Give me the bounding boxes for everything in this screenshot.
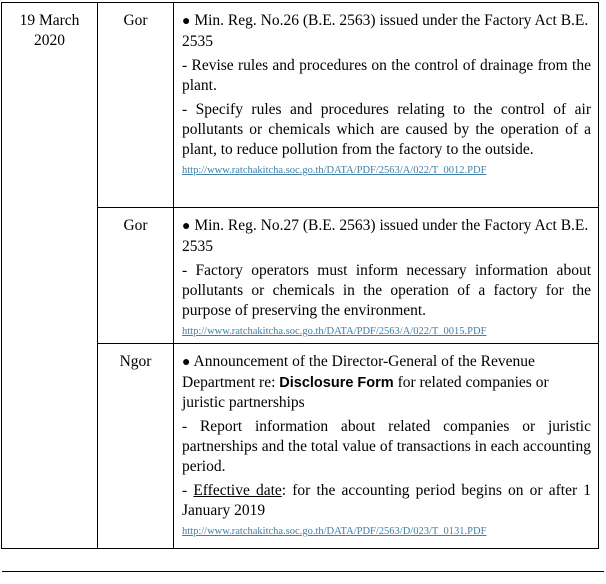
regulation-point: - Revise rules and procedures on the control of drainage from the plant. — [182, 57, 591, 94]
disclosure-form-label: Disclosure Form — [279, 375, 394, 391]
effective-date-label: Effective date — [193, 482, 282, 499]
description-cell — [174, 3, 599, 208]
effective-date-para — [182, 481, 591, 521]
date-line-2: 2020 — [34, 32, 65, 49]
regulation-title — [182, 216, 591, 257]
regulation-point: - Report information about related companies or juristic partnerships and the total value of transactions in each accounting period. — [182, 418, 591, 475]
type-cell: Ngor — [98, 344, 174, 549]
bullet-icon: ● — [182, 355, 191, 370]
description-cell — [174, 208, 599, 344]
type-cell: Gor — [98, 208, 174, 344]
regulation-point: - Factory operators must inform necessary information about pollutants or chemicals in the operation of a factory for the purpose of preserving the environment. — [182, 262, 591, 319]
footnote-divider — [2, 571, 604, 572]
announcement-title-text: Announcement of the Director-General of the Revenue Department re: — [182, 353, 535, 391]
regulation-title-text: Min. Reg. No.27 (B.E. 2563) issued under the Factory Act B.E. 2535 — [182, 217, 589, 255]
effective-dash: - — [182, 482, 194, 499]
description-cell — [174, 344, 599, 549]
date-line-1: 19 March — [19, 12, 80, 29]
regulation-title — [182, 11, 591, 52]
announcement-title — [182, 352, 591, 413]
bullet-icon: ● — [182, 219, 191, 234]
announcement-title-suffix: for related companies or juristic partnerships — [182, 374, 549, 411]
regulations-table — [1, 2, 599, 549]
source-link[interactable]: http://www.ratchakitcha.soc.go.th/DATA/PDF/2563/A/022/T_0012.PDF — [182, 165, 487, 176]
regulation-point: - Specify rules and procedures relating to the control of air pollutants or chemicals which are caused by the operation of a plant, to reduce pollution from the factory to the outside. — [182, 101, 591, 158]
type-cell: Gor — [98, 3, 174, 208]
table-row — [2, 3, 599, 208]
effective-date-text: : for the accounting period begins on or after 1 January 2019 — [182, 482, 591, 519]
date-cell — [2, 3, 98, 549]
source-link[interactable]: http://www.ratchakitcha.soc.go.th/DATA/PDF/2563/A/022/T_0015.PDF — [182, 326, 487, 337]
source-link[interactable]: http://www.ratchakitcha.soc.go.th/DATA/PDF/2563/D/023/T_0131.PDF — [182, 526, 487, 537]
regulation-title-text: Min. Reg. No.26 (B.E. 2563) issued under the Factory Act B.E. 2535 — [182, 12, 589, 50]
bullet-icon: ● — [182, 14, 191, 29]
